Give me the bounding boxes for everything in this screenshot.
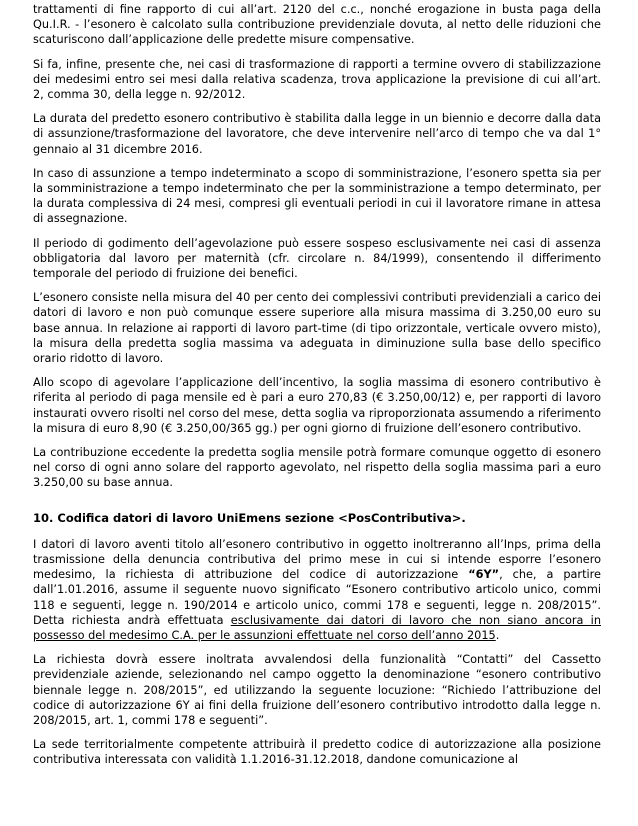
- section-heading: 10. Codifica datori di lavoro UniEmens sezione <PosContributiva>.: [33, 510, 466, 525]
- paragraph-sede-territoriale: La sede territorialmente competente attribuirà il predetto codice di autorizzazione alla posizione contributiva interessata con validità 1.1.2016-31.12.2018, dandone comunicazione al: [33, 738, 601, 767]
- p9-before-code: I datori di lavoro aventi titolo all’esonero contributivo in oggetto inoltreranno all’Inps, prima della trasmissione della denuncia contributiva del primo mese in cui si intende esporre l’esonero medesimo, la richiesta di attribuzione del codice di autorizzazione: [33, 537, 601, 582]
- document-page: [33, 2, 601, 777]
- paragraph-tfr-quir: trattamenti di fine rapporto di cui all’art. 2120 del c.c., nonché erogazione in busta paga della Qu.I.R. - l’esonero è calcolato sulla contribuzione previdenziale dovuta, al netto delle riduzioni che scaturiscono dall’applicazione delle predette misure compensative.: [33, 3, 601, 47]
- paragraph-durata: La durata del predetto esonero contributivo è stabilita dalla legge in un biennio e decorre dalla data di assunzione/trasformazione del lavoratore, che deve intervenire nell’arco di tempo che va dal 1° gennaio al 31 dicembre 2016.: [33, 112, 601, 156]
- paragraph-somministrazione: In caso di assunzione a tempo indeterminato a scopo di somministrazione, l’esonero spetta sia per la somministrazione a tempo indeterminato che per la somministrazione a tempo determinato, per la durata complessiva di 24 mesi, compresi gli eventuali periodi in cui il lavoratore rimane in attesa di assegnazione.: [33, 166, 601, 226]
- paragraph-periodo-godimento: Il periodo di godimento dell’agevolazione può essere sospeso esclusivamente nei casi di assenza obbligatoria dal lavoro per maternità (cfr. circolare n. 84/1999), consentendo il differimento temporale del periodo di fruizione dei benefici.: [33, 236, 601, 281]
- paragraph-misura-esonero: L’esonero consiste nella misura del 40 per cento dei complessivi contributi previdenziali a carico dei datori di lavoro e non può comunque essere superiore alla misura massima di 3.250,00 euro su base annua. In relazione ai rapporti di lavoro part-time (di tipo orizzontale, verticale ovvero misto), la misura della predetta soglia massima va adeguata in diminuzione sulla base dello specifico orario ridotto di lavoro.: [33, 291, 601, 366]
- paragraph-trasformazione: Si fa, infine, presente che, nei casi di trasformazione di rapporti a termine ovvero di stabilizzazione dei medesimi entro sei mesi dalla relativa scadenza, trova applicazione la previsione di cui all’art. 2, comma 30, della legge n. 92/2012.: [33, 57, 601, 102]
- authorization-code: “6Y”: [468, 568, 500, 582]
- paragraph-contribuzione-eccedente: La contribuzione eccedente la predetta soglia mensile potrà formare comunque oggetto di esonero nel corso di ogni anno solare del rapporto agevolato, nel rispetto della soglia massima pari a euro 3.250,00 su base annua.: [33, 446, 601, 490]
- paragraph-richiesta-contatti: La richiesta dovrà essere inoltrata avvalendosi della funzionalità “Contatti” del Cassetto previdenziale aziende, selezionando nel campo oggetto la denominazione “esonero contributivo biennale legge n. 208/2015”, ed utilizzando la seguente locuzione: “Richiedo l’attribuzione del codice di autorizzazione 6Y ai fini della fruizione dell’esonero contributivo introdotto dalla legge n. 208/2015, art. 1, commi 178 e seguenti”.: [33, 653, 601, 727]
- p9-end: .: [495, 628, 500, 642]
- paragraph-soglia-mensile: Allo scopo di agevolare l’applicazione dell’incentivo, la soglia massima di esonero contributivo è riferita al periodo di paga mensile ed è pari a euro 270,83 (€ 3.250,00/12) e, per rapporti di lavoro instaurati ovvero risolti nel corso del mese, detta soglia va riproporzionata assumendo a riferimento la misura di euro 8,90 (€ 3.250,00/365 gg.) per ogni giorno di fruizione dell’esonero contributivo.: [33, 376, 601, 435]
- p9-after-code: , che, a partire dall’1.01.2016, assume il seguente nuovo significato “Esonero contributivo articolo unico, commi 118 e seguenti, legge n. 190/2014 e articolo unico, commi 178 e seguenti, legge n. 208/2015”. Detta richiesta andrà effettuata: [33, 568, 601, 627]
- p9-underlined-text: esclusivamente dai datori di lavoro che non siano ancora in possesso del medesimo C.A. per le assunzioni effettuate nel corso dell’anno 2015: [33, 613, 601, 642]
- paragraph-codice-autorizzazione: [33, 537, 601, 643]
